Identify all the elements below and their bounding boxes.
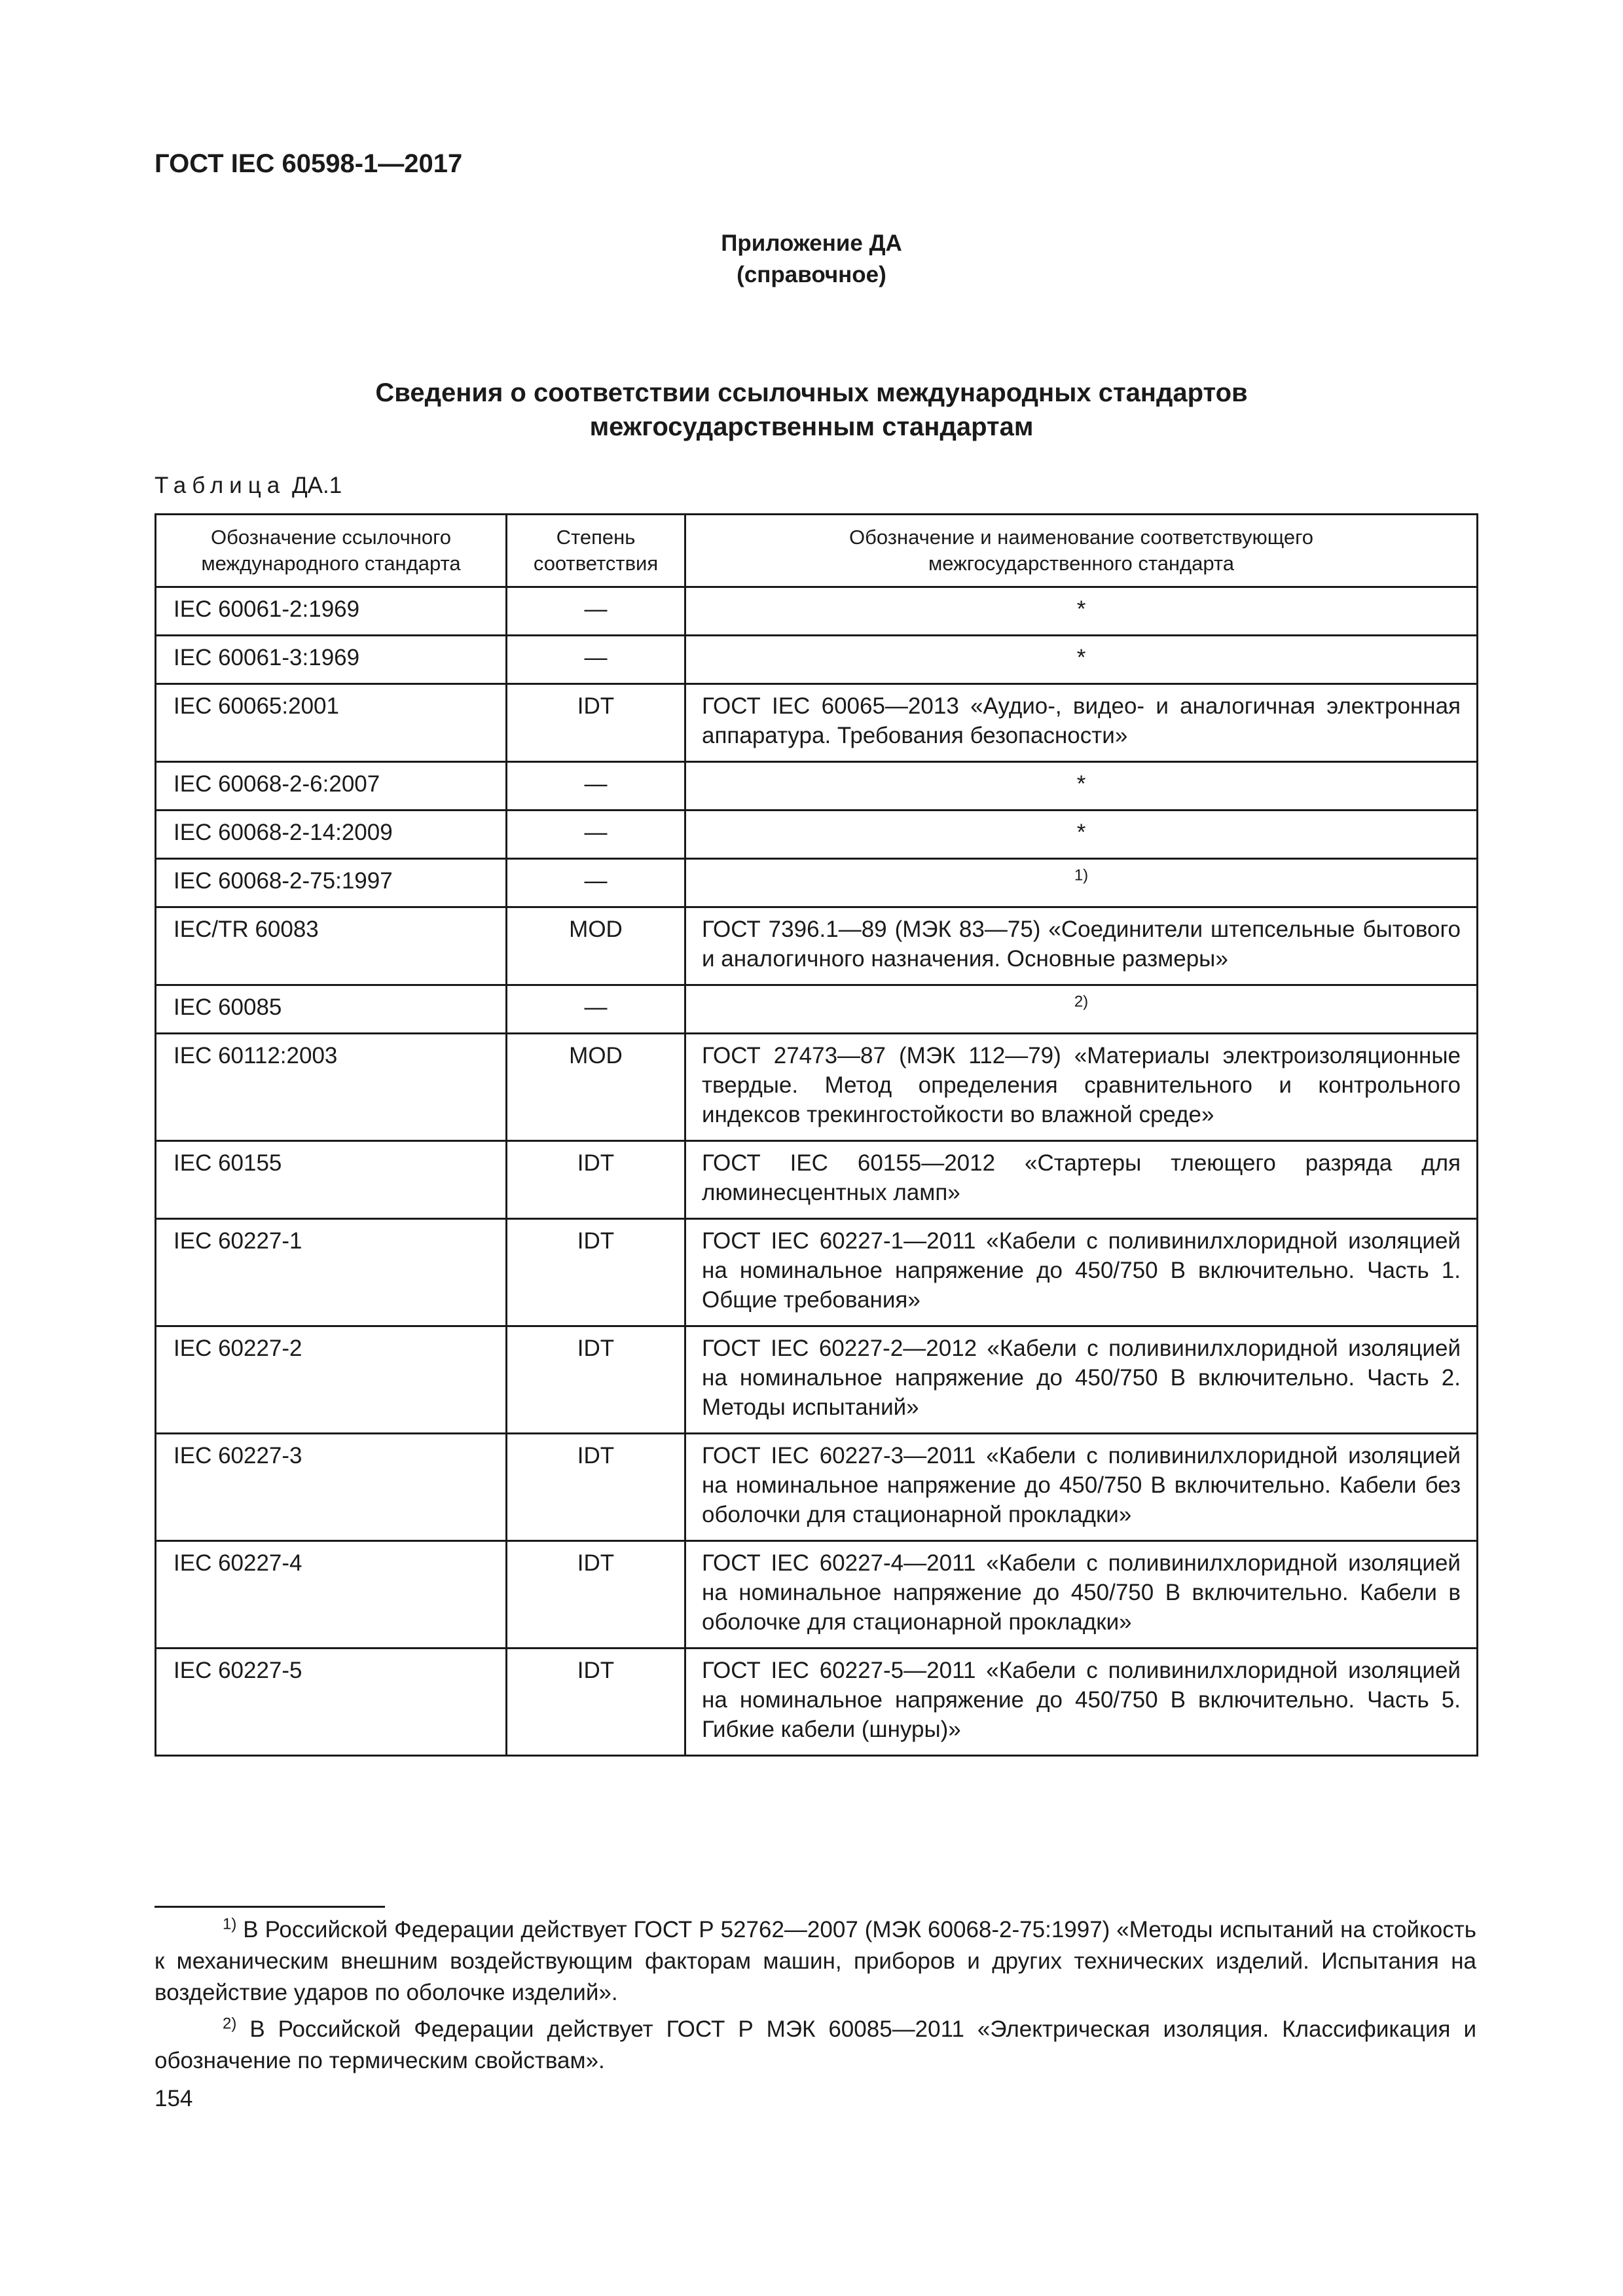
cell-national: ГОСТ IEC 60227-3—2011 «Кабели с поливинилхлоридной изоляцией на номинальное напряжение до 450/750 В включительно. Кабели без оболочки для стационарной прокладки» bbox=[685, 1434, 1478, 1541]
header-national-standard bbox=[685, 515, 1478, 587]
header-degree-line1: Степень bbox=[556, 526, 636, 549]
header-national-line2: межгосударственного стандарта bbox=[928, 552, 1235, 575]
footnote-1-mark: 1) bbox=[223, 1915, 237, 1933]
cell-reference: IEC 60085 bbox=[156, 985, 507, 1034]
table-row bbox=[156, 1034, 1478, 1141]
cell-degree: IDT bbox=[507, 1326, 685, 1434]
cell-degree: — bbox=[507, 859, 685, 907]
cell-national: * bbox=[685, 587, 1478, 636]
table-label bbox=[155, 473, 342, 499]
footnote-2-mark: 2) bbox=[223, 2014, 237, 2033]
table-label-number: ДА.1 bbox=[285, 473, 342, 498]
table-row bbox=[156, 636, 1478, 684]
table-header-row bbox=[156, 515, 1478, 587]
cell-reference: IEC 60155 bbox=[156, 1141, 507, 1219]
footnote-ref-1: 1) bbox=[1074, 866, 1089, 884]
table-row bbox=[156, 684, 1478, 762]
cell-national: ГОСТ IEC 60227-5—2011 «Кабели с поливинилхлоридной изоляцией на номинальное напряжение до 450/750 В включительно. Часть 5. Гибкие кабели (шнуры)» bbox=[685, 1649, 1478, 1756]
cell-national: ГОСТ IEC 60065—2013 «Аудио-, видео- и аналогичная электронная аппаратура. Требования безопасности» bbox=[685, 684, 1478, 762]
cell-reference: IEC 60068-2-6:2007 bbox=[156, 762, 507, 811]
footnotes bbox=[155, 1914, 1476, 2082]
cell-national: ГОСТ IEC 60227-4—2011 «Кабели с поливинилхлоридной изоляцией на номинальное напряжение до 450/750 В включительно. Кабели в оболочке для стационарной прокладки» bbox=[685, 1541, 1478, 1649]
cell-national: ГОСТ 7396.1—89 (МЭК 83—75) «Соединители штепсельные бытового и аналогичного назначения. Основные размеры» bbox=[685, 907, 1478, 985]
appendix-subtitle: (справочное) bbox=[737, 262, 886, 287]
table-row bbox=[156, 762, 1478, 811]
table-row bbox=[156, 859, 1478, 907]
footnote-ref-2: 2) bbox=[1074, 993, 1089, 1011]
cell-degree: — bbox=[507, 587, 685, 636]
cell-degree: MOD bbox=[507, 907, 685, 985]
footnote-2-text: В Российской Федерации действует ГОСТ Р МЭК 60085—2011 «Электрическая изоляция. Классификация и обозначение по термическим свойствам». bbox=[155, 2016, 1476, 2073]
section-title bbox=[0, 376, 1623, 444]
cell-degree: IDT bbox=[507, 1649, 685, 1756]
footnote-separator bbox=[155, 1906, 385, 1908]
cell-reference: IEC 60227-2 bbox=[156, 1326, 507, 1434]
cell-reference: IEC 60061-2:1969 bbox=[156, 587, 507, 636]
cell-national: ГОСТ IEC 60155—2012 «Стартеры тлеющего разряда для люминесцентных ламп» bbox=[685, 1141, 1478, 1219]
cell-reference: IEC 60227-5 bbox=[156, 1649, 507, 1756]
cell-reference: IEC 60227-3 bbox=[156, 1434, 507, 1541]
table-row bbox=[156, 1219, 1478, 1326]
cell-degree: — bbox=[507, 985, 685, 1034]
page-number: 154 bbox=[155, 2086, 193, 2111]
cell-degree: IDT bbox=[507, 1141, 685, 1219]
table-row bbox=[156, 1141, 1478, 1219]
cell-national: ГОСТ 27473—87 (МЭК 112—79) «Материалы электроизоляционные твердые. Метод определения сравнительного и контрольного индексов трекингостойкости во влажной среде» bbox=[685, 1034, 1478, 1141]
cell-degree: IDT bbox=[507, 1541, 685, 1649]
section-title-line2: межгосударственным стандартам bbox=[589, 412, 1034, 441]
cell-degree: — bbox=[507, 811, 685, 859]
cell-reference: IEC 60227-4 bbox=[156, 1541, 507, 1649]
document-code: ГОСТ IEC 60598-1—2017 bbox=[155, 149, 463, 178]
appendix-heading bbox=[0, 228, 1623, 291]
header-reference-line1: Обозначение ссылочного bbox=[211, 526, 451, 549]
cell-national: * bbox=[685, 811, 1478, 859]
header-reference-line2: международного стандарта bbox=[201, 552, 461, 575]
cell-reference: IEC 60061-3:1969 bbox=[156, 636, 507, 684]
cell-reference: IEC 60227-1 bbox=[156, 1219, 507, 1326]
cell-degree: — bbox=[507, 636, 685, 684]
cell-degree: IDT bbox=[507, 1219, 685, 1326]
section-title-line1: Сведения о соответствии ссылочных международных стандартов bbox=[375, 378, 1248, 407]
appendix-title: Приложение ДА bbox=[721, 230, 902, 256]
cell-national: ГОСТ IEC 60227-2—2012 «Кабели с поливинилхлоридной изоляцией на номинальное напряжение до 450/750 В включительно. Часть 2. Методы испытаний» bbox=[685, 1326, 1478, 1434]
header-degree bbox=[507, 515, 685, 587]
header-national-line1: Обозначение и наименование соответствующего bbox=[848, 526, 1314, 549]
table-row bbox=[156, 1434, 1478, 1541]
cell-degree: MOD bbox=[507, 1034, 685, 1141]
correspondence-table bbox=[155, 513, 1478, 1757]
cell-national: * bbox=[685, 762, 1478, 811]
cell-reference: IEC 60065:2001 bbox=[156, 684, 507, 762]
footnote-1 bbox=[155, 1914, 1476, 2009]
table-row bbox=[156, 1326, 1478, 1434]
cell-reference: IEC/TR 60083 bbox=[156, 907, 507, 985]
cell-degree: — bbox=[507, 762, 685, 811]
header-reference-standard bbox=[156, 515, 507, 587]
cell-reference: IEC 60068-2-14:2009 bbox=[156, 811, 507, 859]
footnote-1-text: В Российской Федерации действует ГОСТ Р 52762—2007 (МЭК 60068-2-75:1997) «Методы испытаний на стойкость к механическим внешним воздействующим факторам машин, приборов и других технических изделий. Испытания на воздействие ударов по оболочке изделий». bbox=[155, 1917, 1476, 2005]
table-label-word: Таблица bbox=[155, 473, 286, 498]
table-row bbox=[156, 985, 1478, 1034]
cell-national: * bbox=[685, 636, 1478, 684]
footnote-2 bbox=[155, 2014, 1476, 2077]
cell-degree: IDT bbox=[507, 684, 685, 762]
table-row bbox=[156, 587, 1478, 636]
cell-reference: IEC 60068-2-75:1997 bbox=[156, 859, 507, 907]
header-degree-line2: соответствия bbox=[533, 552, 659, 575]
cell-national bbox=[685, 859, 1478, 907]
table-row bbox=[156, 907, 1478, 985]
cell-degree: IDT bbox=[507, 1434, 685, 1541]
cell-reference: IEC 60112:2003 bbox=[156, 1034, 507, 1141]
table-row bbox=[156, 1649, 1478, 1756]
cell-national bbox=[685, 985, 1478, 1034]
table-row bbox=[156, 1541, 1478, 1649]
table-row bbox=[156, 811, 1478, 859]
cell-national: ГОСТ IEC 60227-1—2011 «Кабели с поливинилхлоридной изоляцией на номинальное напряжение до 450/750 В включительно. Часть 1. Общие требования» bbox=[685, 1219, 1478, 1326]
